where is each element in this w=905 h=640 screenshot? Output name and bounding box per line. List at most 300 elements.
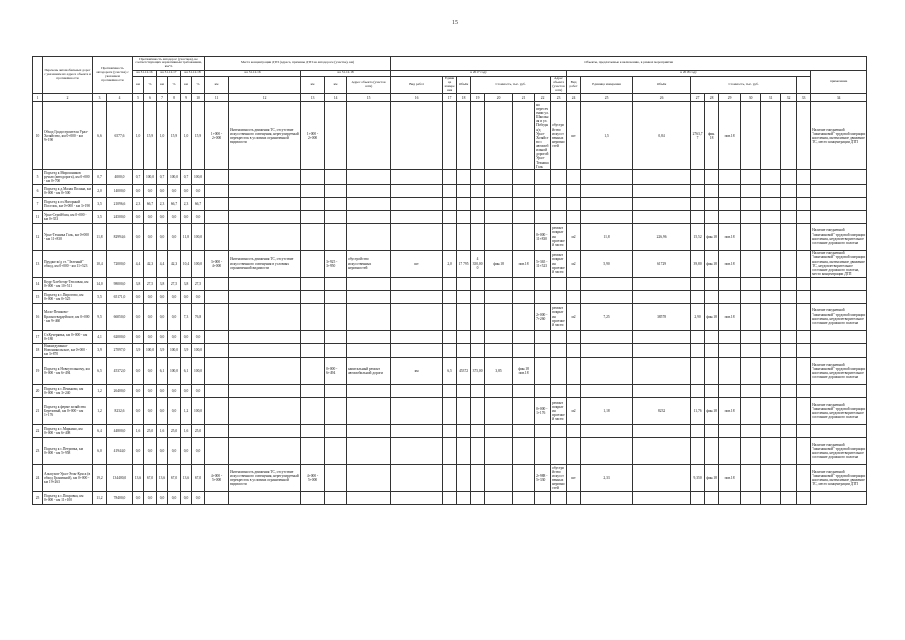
object-2017-work <box>347 170 391 184</box>
norm-pct-2016: 15,9 <box>144 102 157 170</box>
column-number-cell: 3 <box>93 94 107 102</box>
row-number: 6 <box>33 184 43 197</box>
empty-cell <box>761 343 781 357</box>
road-length-m: 41944,0 <box>107 438 133 465</box>
empty-cell <box>761 197 781 210</box>
road-safety-table <box>32 56 867 505</box>
table-row <box>33 250 867 277</box>
object-2017-value-a <box>471 290 485 303</box>
object-2017-value-b: 3,85 <box>485 358 513 385</box>
road-length-km: 14,0 <box>93 277 107 290</box>
object-2017-cost <box>457 210 471 223</box>
object-2017-volume <box>443 385 457 398</box>
empty-cell <box>797 343 811 357</box>
empty-cell <box>781 465 797 492</box>
object-2017-volume <box>443 438 457 465</box>
row-note <box>811 197 867 210</box>
object-2018-unit <box>567 277 581 290</box>
dtp-reason <box>229 385 301 398</box>
row-note <box>811 277 867 290</box>
object-2017-work <box>347 290 391 303</box>
object-2017-value-a <box>471 398 485 425</box>
norm-pct-2016: 0,0 <box>144 385 157 398</box>
norm-pct-2018: 0,0 <box>192 184 205 197</box>
object-2018-value-e <box>705 438 719 465</box>
empty-cell <box>781 398 797 425</box>
object-2017-work <box>347 330 391 343</box>
object-2018-unit <box>567 438 581 465</box>
object-2018-value-f <box>719 492 741 505</box>
object-2018-volume: 7,25 <box>581 303 633 330</box>
object-2017-value-c: фин.18 пов.18 <box>513 358 535 385</box>
dtp-reason <box>229 398 301 425</box>
norm-km-2018: 1,6 <box>181 425 192 438</box>
row-note <box>811 425 867 438</box>
norm-pct-2016: 0,0 <box>144 210 157 223</box>
object-2018-cost: 61729 <box>633 250 691 277</box>
norm-km-2016: 4,4 <box>133 250 144 277</box>
object-2018-value-e <box>705 277 719 290</box>
object-2017-work <box>347 102 391 170</box>
object-2017-work <box>347 303 391 330</box>
object-2018-value-d: 11,76 <box>691 398 705 425</box>
object-2017-value-a <box>471 170 485 184</box>
empty-cell <box>741 398 761 425</box>
object-2018-unit <box>567 385 581 398</box>
object-2018-value-d <box>691 184 705 197</box>
norm-km-2018: 6,1 <box>181 358 192 385</box>
object-2017-cost <box>457 343 471 357</box>
object-2018-cost <box>633 438 691 465</box>
norm-pct-2017: 100,0 <box>168 343 181 357</box>
object-2018-value-d <box>691 343 705 357</box>
object-2018-value-d <box>691 425 705 438</box>
object-2017-volume <box>443 210 457 223</box>
norm-pct-2018: 100,0 <box>192 398 205 425</box>
object-2017-cost <box>457 170 471 184</box>
empty-cell <box>781 210 797 223</box>
column-number-cell: 17 <box>443 94 457 102</box>
object-2018-cost <box>633 425 691 438</box>
column-number-cell: 33 <box>797 94 811 102</box>
norm-pct-2017: 0,0 <box>168 492 181 505</box>
road-name: Урал-Техника Голь, км 0+000 - км 11+830 <box>43 223 93 250</box>
object-2017-value-c <box>513 438 535 465</box>
object-2017-value-c <box>513 277 535 290</box>
empty-cell <box>761 438 781 465</box>
dtp-address: 1+000 - 2+000 <box>205 102 229 170</box>
object-2018-work <box>551 492 567 505</box>
object-2018-unit <box>567 358 581 385</box>
date1-header: на 31.12.16 <box>133 70 157 76</box>
empty-cell <box>741 492 761 505</box>
object-2018-value-e <box>705 358 719 385</box>
road-name: Подъезд к д.Малая Поляна, км 0+000 - км 0+500 <box>43 184 93 197</box>
object-2017-unit <box>391 385 443 398</box>
object-2017-unit <box>391 425 443 438</box>
norm-km-2016: 0,0 <box>133 398 144 425</box>
object-2018-work: ремонт покрытия проезжей части <box>551 303 567 330</box>
norm-km-2017: 3,9 <box>157 343 168 357</box>
empty-cell <box>741 290 761 303</box>
object-2018-work <box>551 438 567 465</box>
object-2018-unit: м2 <box>567 223 581 250</box>
norm-km-2017: 0,0 <box>157 223 168 250</box>
object-2017-unit <box>391 170 443 184</box>
norm-pct-2017: 0,0 <box>168 290 181 303</box>
object-2017-volume <box>443 197 457 210</box>
empty-cell <box>781 385 797 398</box>
object-2018-volume <box>581 343 633 357</box>
row-note: Наличие ежедневной "маятниковой" трудовой миграции населения, неудовлетворительное состояние дорожного полотна <box>811 303 867 330</box>
object-2017-cost <box>457 197 471 210</box>
unit-km-6: км <box>325 76 347 94</box>
object-2017-cost <box>457 385 471 398</box>
row-note <box>811 330 867 343</box>
object-2017-address <box>325 330 347 343</box>
norm-km-2016: 1,6 <box>133 425 144 438</box>
dtp-address: 3+000 - 4+000 <box>205 250 229 277</box>
object-2018-cost <box>633 358 691 385</box>
dtp-text-col <box>229 76 301 94</box>
dtp-address-2018 <box>301 330 325 343</box>
dtp-address-2018 <box>301 438 325 465</box>
road-length-km: 3,5 <box>93 210 107 223</box>
object-2017-value-b <box>485 102 513 170</box>
column-number-cell: 29 <box>719 94 741 102</box>
norm-km-2017: 1,6 <box>157 425 168 438</box>
object-2018-value-e <box>705 385 719 398</box>
dtp-address <box>205 197 229 210</box>
norm-km-2018: 0,0 <box>181 385 192 398</box>
norm-km-2016: 0,0 <box>133 210 144 223</box>
object-2017-value-a <box>471 425 485 438</box>
empty-cell <box>741 385 761 398</box>
road-name: Альпухов-Урал-Этон-Кукса (в обход Граничной), км 0+000 - км 19+263 <box>43 465 93 492</box>
object-2017-work <box>347 398 391 425</box>
table-row <box>33 290 867 303</box>
object-2018-unit <box>567 210 581 223</box>
column-number-cell: 7 <box>157 94 168 102</box>
empty-cell <box>761 465 781 492</box>
object-2017-value-c <box>513 223 535 250</box>
object-2017-address <box>325 385 347 398</box>
dtp-address <box>205 492 229 505</box>
object-2018-unit <box>567 492 581 505</box>
norm-km-2016: 3,8 <box>133 277 144 290</box>
object-2018-value-d <box>691 358 705 385</box>
object-2018-address <box>535 438 551 465</box>
norm-pct-2016: 0,0 <box>144 290 157 303</box>
norm-pct-2018: 66,7 <box>192 197 205 210</box>
object-2017-value-a <box>471 223 485 250</box>
road-length-m: 72000,0 <box>107 250 133 277</box>
address-2017-header: Адрес объекта (участок сети) <box>347 76 391 94</box>
object-2018-cost <box>633 492 691 505</box>
dtp-address-2018 <box>301 303 325 330</box>
dtp-address-2018 <box>301 492 325 505</box>
empty-cell <box>797 492 811 505</box>
empty-cell <box>741 223 761 250</box>
road-length-km: 10,4 <box>93 250 107 277</box>
empty-cell <box>761 277 781 290</box>
object-2018-cost <box>633 385 691 398</box>
object-2018-work <box>551 343 567 357</box>
norm-pct-2018: 0,0 <box>192 492 205 505</box>
empty-cell <box>741 184 761 197</box>
object-2017-volume <box>443 343 457 357</box>
empty-cell <box>741 250 761 277</box>
dtp-address-2018 <box>301 277 325 290</box>
row-number: 17 <box>33 330 43 343</box>
object-2018-unit: м2 <box>567 398 581 425</box>
column-number-cell: 15 <box>347 94 391 102</box>
empty-cell <box>761 210 781 223</box>
row-number: 19 <box>33 358 43 385</box>
object-2018-address: на пересечении ул. Школьная и ул. Победы а/д Урал-Хозяйство с автомобильной дорогой Урал-Техника Голь <box>536 102 549 169</box>
object-2018-address <box>535 492 551 505</box>
column-number-cell: 20 <box>485 94 513 102</box>
object-2017-work <box>347 465 391 492</box>
norm-km-2016: 1,0 <box>133 102 144 170</box>
dtp-address <box>205 398 229 425</box>
table-row <box>33 385 867 398</box>
empty-cell <box>761 398 781 425</box>
empty-cell <box>797 197 811 210</box>
norm-pct-2017: 0,0 <box>168 385 181 398</box>
empty-cell <box>761 303 781 330</box>
object-2017-cost <box>457 492 471 505</box>
object-2018-value-e <box>705 184 719 197</box>
road-name: Подъезд к с.Пеньково, км 0+000 - км 3+240 <box>43 385 93 398</box>
object-2018-volume: 2,33 <box>581 465 633 492</box>
road-name: Подъезд к с.Покровка, км 0+000 - км 11+100 <box>43 492 93 505</box>
road-length-m: 66050,0 <box>107 303 133 330</box>
notes-header: примечание <box>811 70 867 94</box>
object-2018-value-e <box>705 330 719 343</box>
norm-km-2016: 0,0 <box>133 290 144 303</box>
norm-km-2017: 0,0 <box>157 290 168 303</box>
object-2018-value-e: фин.18 <box>705 303 719 330</box>
column-number-cell: 4 <box>107 94 133 102</box>
column-number-cell: 6 <box>144 94 157 102</box>
work-2017-header: Вид работ <box>391 76 443 94</box>
column-number-cell: 14 <box>325 94 347 102</box>
object-2018-address <box>535 277 551 290</box>
empty-cell <box>797 184 811 197</box>
dtp-address-2018 <box>301 170 325 184</box>
object-2018-cost <box>633 184 691 197</box>
dtp-address-2018 <box>301 184 325 197</box>
norm-km-2017: 4,4 <box>157 250 168 277</box>
object-2018-value-d <box>691 170 705 184</box>
object-2018-value-e: фин. 18 <box>705 102 719 170</box>
dtp-address: 4+000 - 5+000 <box>205 465 229 492</box>
object-2017-value-b <box>485 492 513 505</box>
object-2018-address <box>535 343 551 357</box>
object-2017-cost <box>457 290 471 303</box>
object-2018-address <box>535 210 551 223</box>
object-2018-unit <box>567 290 581 303</box>
dtp-reason <box>229 492 301 505</box>
object-2017-value-a <box>471 330 485 343</box>
norm-km-2018: 7,3 <box>181 303 192 330</box>
norm-pct-2018: 100,0 <box>192 170 205 184</box>
object-2017-work <box>347 184 391 197</box>
object-2018-value-d <box>691 492 705 505</box>
object-2018-value-f: пов.18 <box>719 223 741 250</box>
empty-cell <box>741 343 761 357</box>
object-2018-work <box>551 330 567 343</box>
empty-cell <box>797 425 811 438</box>
dtp-reason <box>229 330 301 343</box>
object-2017-address <box>325 210 347 223</box>
object-2017-volume <box>443 290 457 303</box>
norm-pct-2016: 66,7 <box>144 197 157 210</box>
object-2017-value-a: 4 350,000 <box>471 250 485 277</box>
empty-cell <box>781 102 797 170</box>
column-number-cell: 22 <box>535 94 551 102</box>
dtp-address-2018 <box>301 250 325 277</box>
empty-cell <box>741 358 761 385</box>
object-2017-address: 0+000 - 6+494 <box>325 358 347 385</box>
empty-cell <box>781 425 797 438</box>
row-note <box>811 290 867 303</box>
table-row <box>33 398 867 425</box>
road-length-km: 6,4 <box>93 425 107 438</box>
column-number-cell: 11 <box>205 94 229 102</box>
empty-cell <box>781 290 797 303</box>
dtp-address <box>205 385 229 398</box>
norm-km-2016: 13,6 <box>133 465 144 492</box>
object-2018-work <box>551 277 567 290</box>
object-2018-work <box>551 385 567 398</box>
norm-pct-2018: 0,0 <box>192 210 205 223</box>
row-note: Наличие ежедневной "маятниковой" трудовой миграции населения, неудовлетворительное состояние дорожного полотна <box>811 438 867 465</box>
row-note: Наличие ежедневной "маятниковой" трудовой миграции населения, интенсивное движение ТС, неудовлетворительное состояние дорожного полотна, место концентрации ДТП <box>812 251 866 276</box>
table-header <box>33 57 867 94</box>
empty-cell <box>761 358 781 385</box>
object-2018-value-d: 2763,77 <box>691 102 705 170</box>
norm-pct-2016: 100,0 <box>144 343 157 357</box>
road-length-km: 6,5 <box>93 358 107 385</box>
dtp-address-2018 <box>301 385 325 398</box>
object-2017-work <box>347 210 391 223</box>
object-2018-value-d <box>691 277 705 290</box>
object-2017-volume <box>443 425 457 438</box>
object-2017-unit: шт <box>391 250 443 277</box>
dtp-reason <box>229 425 301 438</box>
object-2017-value-b <box>485 438 513 465</box>
norm-km-2018: 0,0 <box>181 330 192 343</box>
object-2018-address: 0+000 - 1+176 <box>535 398 551 425</box>
object-2018-value-e <box>705 210 719 223</box>
road-length-km: 5,5 <box>93 290 107 303</box>
unit-pct-2: % <box>168 76 181 94</box>
object-2018-address <box>535 170 551 184</box>
object-2018-volume: 1,18 <box>581 398 633 425</box>
empty-cell <box>797 358 811 385</box>
norm-km-2017: 13,6 <box>157 465 168 492</box>
dtp-address-2018 <box>301 223 325 250</box>
object-2018-work <box>551 184 567 197</box>
dtp-address <box>205 290 229 303</box>
empty-cell <box>797 303 811 330</box>
object-2018-address <box>535 197 551 210</box>
dtp-address <box>205 358 229 385</box>
object-2017-unit <box>391 184 443 197</box>
empty-cell <box>741 465 761 492</box>
table-row <box>33 102 867 170</box>
road-length-m: 98000,0 <box>107 277 133 290</box>
table-row <box>33 170 867 184</box>
object-2017-value-b <box>485 303 513 330</box>
road-length-m: 78400,0 <box>107 492 133 505</box>
object-2017-unit <box>391 303 443 330</box>
object-2017-cost <box>457 425 471 438</box>
object-2017-value-a <box>471 465 485 492</box>
road-name: Подъезд к с.Петровка, км 0+000 - км 5+958 <box>43 438 93 465</box>
norm-pct-2018: 0,0 <box>192 290 205 303</box>
road-length-m: 82994,6 <box>107 223 133 250</box>
norm-pct-2018: 0,0 <box>192 385 205 398</box>
object-2018-work: обустройство искусственных неровностей <box>551 102 567 170</box>
norm-pct-2017: 0,0 <box>168 398 181 425</box>
object-2018-volume <box>581 197 633 210</box>
norm-pct-2017: 0,0 <box>168 438 181 465</box>
empty-cell <box>797 438 811 465</box>
dtp-address <box>205 303 229 330</box>
object-2018-value-d <box>691 385 705 398</box>
dtp-address <box>205 277 229 290</box>
norm-km-2017: 2,3 <box>157 197 168 210</box>
object-2017-address <box>325 465 347 492</box>
column-number-cell: 30 <box>741 94 761 102</box>
object-2017-work <box>347 343 391 357</box>
road-name: Прудки-ж/д ст. "Зеленый" обход, км 0+000 - км 11+523 <box>43 250 93 277</box>
object-2017-value-c <box>513 170 535 184</box>
table-row <box>33 197 867 210</box>
empty-cell <box>781 358 797 385</box>
row-number: 11 <box>33 210 43 223</box>
norm-km-2017: 3,8 <box>157 277 168 290</box>
object-2018-address: 2+000 - 7+260 <box>535 303 551 330</box>
unit-km-5: км <box>301 76 325 94</box>
object-2017-value-c <box>513 184 535 197</box>
road-name: Подъезд к оз.Нагорный Поселок, км 0+000 - км 3+190 <box>43 197 93 210</box>
empty-cell <box>741 210 761 223</box>
dtp-reason <box>229 303 301 330</box>
year2017-header: в 2017 году <box>391 70 567 76</box>
empty-cell <box>781 438 797 465</box>
object-2018-value-e: фин.18 <box>705 398 719 425</box>
object-2018-value-d: 2,90 <box>691 303 705 330</box>
norm-pct-2017: 100,0 <box>168 170 181 184</box>
norm-km-2017: 6,1 <box>157 358 168 385</box>
road-name: Подъезд к с.Пирогово, км 0+000 - км 0+525 <box>43 290 93 303</box>
column-number-cell: 32 <box>781 94 797 102</box>
dtp-address-2018 <box>301 210 325 223</box>
norm-km-2018: 1,2 <box>181 398 192 425</box>
object-2018-work <box>551 210 567 223</box>
object-2018-value-f <box>719 358 741 385</box>
object-2017-cost <box>457 465 471 492</box>
norm-km-2016: 0,0 <box>133 223 144 250</box>
column-number-cell: 26 <box>633 94 691 102</box>
objects-header: Объекты, предлагаемые к включению, в рамках мероприятия <box>391 57 867 71</box>
norm-pct-2016: 0,0 <box>144 330 157 343</box>
norm-km-2017: 0,0 <box>157 438 168 465</box>
